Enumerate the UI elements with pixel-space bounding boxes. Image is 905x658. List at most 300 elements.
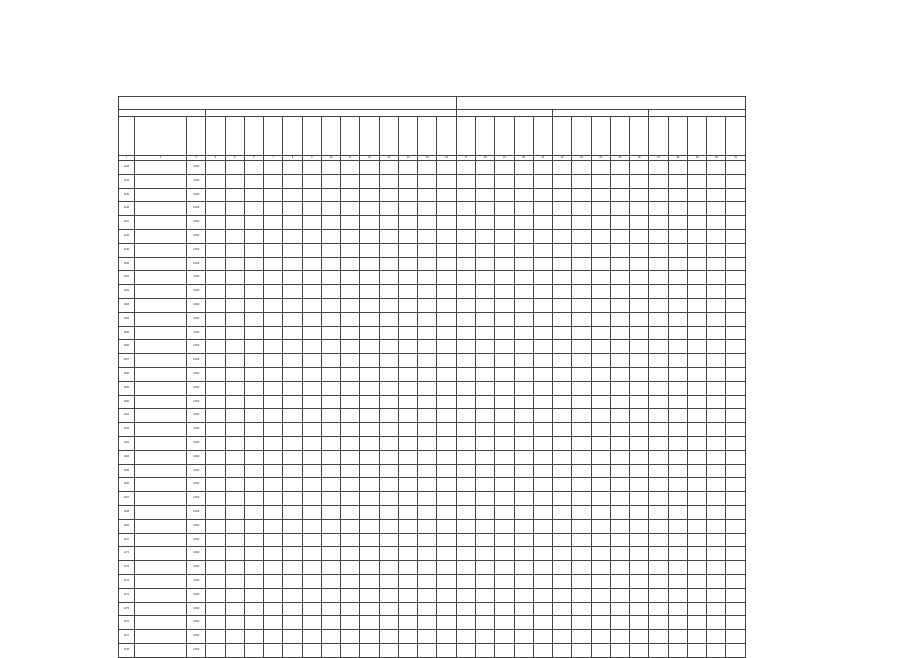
table-cell: [360, 326, 379, 340]
table-cell: [476, 243, 495, 257]
table-cell: [264, 519, 283, 533]
table-cell: [302, 367, 321, 381]
header-cell: [302, 117, 321, 156]
table-cell: [687, 174, 706, 188]
table-cell: [398, 478, 417, 492]
table-cell: [321, 436, 340, 450]
table-cell: [476, 354, 495, 368]
table-cell: [437, 423, 456, 437]
table-cell: [553, 574, 572, 588]
table-cell: [456, 478, 475, 492]
row-value: 4,000: [187, 478, 206, 492]
header-cell: [476, 117, 495, 156]
table-cell: [225, 340, 244, 354]
table-cell: [707, 588, 726, 602]
table-cell: [437, 492, 456, 506]
table-cell: [610, 561, 629, 575]
table-cell: [360, 450, 379, 464]
table-cell: [244, 298, 263, 312]
row-value: 4,000: [187, 643, 206, 657]
table-cell: [264, 243, 283, 257]
table-cell: [321, 478, 340, 492]
table-cell: [283, 436, 302, 450]
table-cell: [476, 188, 495, 202]
table-cell: [244, 395, 263, 409]
table-cell: [360, 602, 379, 616]
table-cell: [379, 340, 398, 354]
table-cell: [610, 381, 629, 395]
table-cell: [225, 174, 244, 188]
header-cell: [283, 117, 302, 156]
table-cell: [418, 505, 437, 519]
table-cell: [533, 243, 552, 257]
table-cell: [360, 202, 379, 216]
table-cell: [244, 367, 263, 381]
table-cell: [495, 533, 514, 547]
table-cell: [610, 616, 629, 630]
table-cell: [244, 354, 263, 368]
table-cell: [630, 602, 649, 616]
table-cell: [437, 464, 456, 478]
table-row: [119, 519, 786, 533]
table-cell: [687, 161, 706, 175]
table-cell: [206, 478, 225, 492]
table-cell: [514, 464, 533, 478]
table-cell: [553, 478, 572, 492]
table-cell: [726, 298, 745, 312]
table-cell: [379, 174, 398, 188]
table-cell: [341, 574, 360, 588]
table-cell: [514, 588, 533, 602]
table-cell: [630, 243, 649, 257]
table-row: [119, 492, 786, 506]
table-cell: [610, 643, 629, 657]
table-cell: [687, 464, 706, 478]
row-value: 4,000: [187, 216, 206, 230]
table-cell: [244, 381, 263, 395]
table-cell: [398, 588, 417, 602]
table-cell: [360, 533, 379, 547]
table-cell: [610, 519, 629, 533]
table-cell: [726, 395, 745, 409]
table-cell: [302, 257, 321, 271]
table-cell: [476, 174, 495, 188]
table-cell: [687, 367, 706, 381]
table-cell: [302, 436, 321, 450]
table-cell: [302, 533, 321, 547]
table-row: [119, 533, 786, 547]
table-cell: [379, 298, 398, 312]
table-cell: [572, 354, 591, 368]
table-cell: [591, 478, 610, 492]
table-cell: [206, 312, 225, 326]
table-cell: [514, 616, 533, 630]
table-cell: [495, 271, 514, 285]
table-cell: [206, 492, 225, 506]
table-cell: [533, 464, 552, 478]
table-cell: [398, 643, 417, 657]
table-cell: [360, 188, 379, 202]
table-cell: [283, 464, 302, 478]
table-cell: [283, 409, 302, 423]
table-cell: [321, 574, 340, 588]
table-cell: [726, 643, 745, 657]
table-cell: [726, 161, 745, 175]
table-cell: [495, 174, 514, 188]
table-cell: [264, 174, 283, 188]
table-cell: [707, 630, 726, 644]
table-cell: [264, 395, 283, 409]
table-cell: [244, 271, 263, 285]
table-cell: [418, 381, 437, 395]
header-row-1: [119, 97, 786, 110]
table-cell: [533, 298, 552, 312]
row-value: 4,000: [187, 492, 206, 506]
row-value: 4,000: [187, 174, 206, 188]
table-cell: [495, 423, 514, 437]
table-cell: [476, 257, 495, 271]
table-cell: [283, 505, 302, 519]
table-cell: [687, 340, 706, 354]
table-cell: [533, 602, 552, 616]
table-cell: [514, 174, 533, 188]
table-cell: [687, 381, 706, 395]
table-cell: [283, 602, 302, 616]
table-cell: [726, 381, 745, 395]
table-cell: [495, 326, 514, 340]
table-cell: [437, 395, 456, 409]
table-cell: [495, 257, 514, 271]
table-cell: [264, 229, 283, 243]
table-cell: [610, 450, 629, 464]
table-cell: [533, 643, 552, 657]
table-cell: [630, 423, 649, 437]
table-cell: [360, 519, 379, 533]
table-cell: [321, 312, 340, 326]
table-cell: [225, 298, 244, 312]
table-cell: [514, 505, 533, 519]
table-cell: [687, 285, 706, 299]
table-cell: [456, 588, 475, 602]
table-cell: [456, 519, 475, 533]
header-cell: [591, 117, 610, 156]
table-cell: [668, 533, 687, 547]
table-cell: [668, 395, 687, 409]
table-cell: [553, 616, 572, 630]
table-cell: [206, 409, 225, 423]
table-cell: [418, 464, 437, 478]
table-cell: [553, 312, 572, 326]
table-cell: [244, 643, 263, 657]
column-number: 15: [418, 156, 437, 161]
table-cell: [707, 616, 726, 630]
table-cell: [726, 257, 745, 271]
header-cell: [119, 117, 135, 156]
table-cell: [610, 395, 629, 409]
table-cell: [225, 519, 244, 533]
column-number: 5: [225, 156, 244, 161]
table-cell: [225, 188, 244, 202]
table-cell: [244, 216, 263, 230]
row-description: [134, 326, 186, 340]
table-cell: [591, 574, 610, 588]
table-cell: [572, 423, 591, 437]
table-cell: [379, 616, 398, 630]
table-cell: [418, 312, 437, 326]
table-cell: [264, 161, 283, 175]
row-value: 4,000: [187, 616, 206, 630]
table-cell: [302, 285, 321, 299]
row-code: 1153: [119, 298, 135, 312]
table-cell: [707, 340, 726, 354]
table-cell: [437, 298, 456, 312]
table-cell: [726, 588, 745, 602]
table-cell: [456, 271, 475, 285]
table-cell: [321, 161, 340, 175]
table-cell: [302, 561, 321, 575]
table-cell: [302, 519, 321, 533]
table-cell: [283, 574, 302, 588]
table-cell: [321, 464, 340, 478]
table-cell: [283, 519, 302, 533]
table-cell: [514, 643, 533, 657]
table-cell: [610, 409, 629, 423]
row-value: 4,000: [187, 243, 206, 257]
header-group-1: [119, 110, 206, 117]
row-code: 1155: [119, 326, 135, 340]
table-cell: [687, 188, 706, 202]
table-row: [119, 588, 786, 602]
table-cell: [437, 312, 456, 326]
table-cell: [437, 257, 456, 271]
table-cell: [553, 436, 572, 450]
table-cell: [398, 174, 417, 188]
table-cell: [398, 395, 417, 409]
table-cell: [668, 547, 687, 561]
table-cell: [726, 505, 745, 519]
table-cell: [591, 285, 610, 299]
column-number: 16: [437, 156, 456, 161]
table-cell: [553, 174, 572, 188]
table-cell: [726, 533, 745, 547]
table-cell: [360, 354, 379, 368]
table-cell: [302, 243, 321, 257]
table-cell: [610, 533, 629, 547]
row-value: 4,000: [187, 519, 206, 533]
table-cell: [533, 174, 552, 188]
table-cell: [687, 202, 706, 216]
table-cell: [225, 478, 244, 492]
table-cell: [495, 436, 514, 450]
row-value: 4,000: [187, 202, 206, 216]
table-cell: [244, 450, 263, 464]
table-cell: [476, 464, 495, 478]
header-cell: [225, 117, 244, 156]
table-cell: [707, 174, 726, 188]
table-cell: [668, 381, 687, 395]
table-cell: [533, 229, 552, 243]
header-cell: [187, 117, 206, 156]
table-cell: [553, 202, 572, 216]
table-row: [119, 161, 786, 175]
table-cell: [437, 229, 456, 243]
row-code: 1177: [119, 630, 135, 644]
table-cell: [591, 423, 610, 437]
table-cell: [668, 174, 687, 188]
table-cell: [244, 409, 263, 423]
table-cell: [630, 367, 649, 381]
table-cell: [341, 326, 360, 340]
table-cell: [206, 257, 225, 271]
row-description: [134, 519, 186, 533]
row-value: 4,000: [187, 367, 206, 381]
row-code: 1173: [119, 574, 135, 588]
row-description: [134, 161, 186, 175]
table-cell: [668, 561, 687, 575]
table-row: [119, 395, 786, 409]
table-cell: [610, 464, 629, 478]
header-right: [456, 97, 745, 110]
table-cell: [437, 326, 456, 340]
table-cell: [302, 340, 321, 354]
table-cell: [707, 257, 726, 271]
table-cell: [341, 257, 360, 271]
table-cell: [476, 492, 495, 506]
table-cell: [649, 464, 668, 478]
table-cell: [591, 409, 610, 423]
header-cell: [379, 117, 398, 156]
table-cell: [726, 436, 745, 450]
table-cell: [649, 367, 668, 381]
table-cell: [495, 312, 514, 326]
table-cell: [456, 243, 475, 257]
row-code: 1164: [119, 450, 135, 464]
table-cell: [687, 561, 706, 575]
table-cell: [379, 395, 398, 409]
table-cell: [264, 367, 283, 381]
table-cell: [630, 519, 649, 533]
table-cell: [437, 630, 456, 644]
table-cell: [225, 450, 244, 464]
table-cell: [283, 188, 302, 202]
table-cell: [225, 161, 244, 175]
table-row: [119, 478, 786, 492]
row-code: 1160: [119, 395, 135, 409]
table-cell: [341, 395, 360, 409]
table-cell: [437, 243, 456, 257]
table-cell: [668, 216, 687, 230]
table-cell: [495, 602, 514, 616]
table-cell: [687, 298, 706, 312]
row-code: 1151: [119, 271, 135, 285]
table-cell: [379, 519, 398, 533]
table-cell: [206, 243, 225, 257]
table-cell: [687, 574, 706, 588]
table-cell: [225, 257, 244, 271]
column-number: 12: [360, 156, 379, 161]
table-cell: [668, 243, 687, 257]
table-cell: [649, 188, 668, 202]
table-cell: [572, 257, 591, 271]
table-cell: [360, 588, 379, 602]
table-cell: [514, 409, 533, 423]
table-cell: [283, 630, 302, 644]
row-code: 1167: [119, 492, 135, 506]
header-group-4: [553, 110, 649, 117]
table-cell: [456, 423, 475, 437]
table-cell: [553, 395, 572, 409]
table-cell: [437, 643, 456, 657]
table-cell: [476, 436, 495, 450]
row-description: [134, 202, 186, 216]
table-cell: [283, 271, 302, 285]
table-cell: [321, 630, 340, 644]
table-cell: [264, 409, 283, 423]
table-cell: [437, 202, 456, 216]
table-cell: [341, 202, 360, 216]
table-cell: [533, 492, 552, 506]
table-cell: [437, 616, 456, 630]
table-cell: [668, 229, 687, 243]
table-cell: [610, 174, 629, 188]
column-number: 21: [533, 156, 552, 161]
table-cell: [687, 354, 706, 368]
table-cell: [341, 616, 360, 630]
table-cell: [379, 354, 398, 368]
table-row: [119, 367, 786, 381]
table-cell: [379, 202, 398, 216]
table-cell: [707, 367, 726, 381]
table-cell: [533, 161, 552, 175]
table-cell: [437, 588, 456, 602]
table-cell: [668, 298, 687, 312]
row-code: 1165: [119, 464, 135, 478]
table-cell: [379, 574, 398, 588]
table-cell: [244, 561, 263, 575]
table-cell: [514, 257, 533, 271]
table-cell: [225, 588, 244, 602]
table-cell: [668, 202, 687, 216]
table-cell: [476, 202, 495, 216]
table-cell: [283, 478, 302, 492]
column-number: 20: [514, 156, 533, 161]
table-cell: [418, 216, 437, 230]
table-cell: [707, 436, 726, 450]
column-number: 10: [321, 156, 340, 161]
row-code: 1166: [119, 478, 135, 492]
table-cell: [225, 423, 244, 437]
table-cell: [707, 243, 726, 257]
table-cell: [591, 561, 610, 575]
table-cell: [456, 367, 475, 381]
row-code: 1148: [119, 229, 135, 243]
table-cell: [476, 533, 495, 547]
table-cell: [495, 616, 514, 630]
table-cell: [476, 574, 495, 588]
table-cell: [244, 505, 263, 519]
table-cell: [321, 602, 340, 616]
table-cell: [495, 450, 514, 464]
row-value: 4,000: [187, 229, 206, 243]
table-cell: [379, 243, 398, 257]
table-cell: [630, 202, 649, 216]
table-cell: [264, 547, 283, 561]
table-cell: [379, 533, 398, 547]
table-cell: [302, 174, 321, 188]
table-cell: [591, 229, 610, 243]
table-cell: [533, 519, 552, 533]
row-code: 1174: [119, 588, 135, 602]
